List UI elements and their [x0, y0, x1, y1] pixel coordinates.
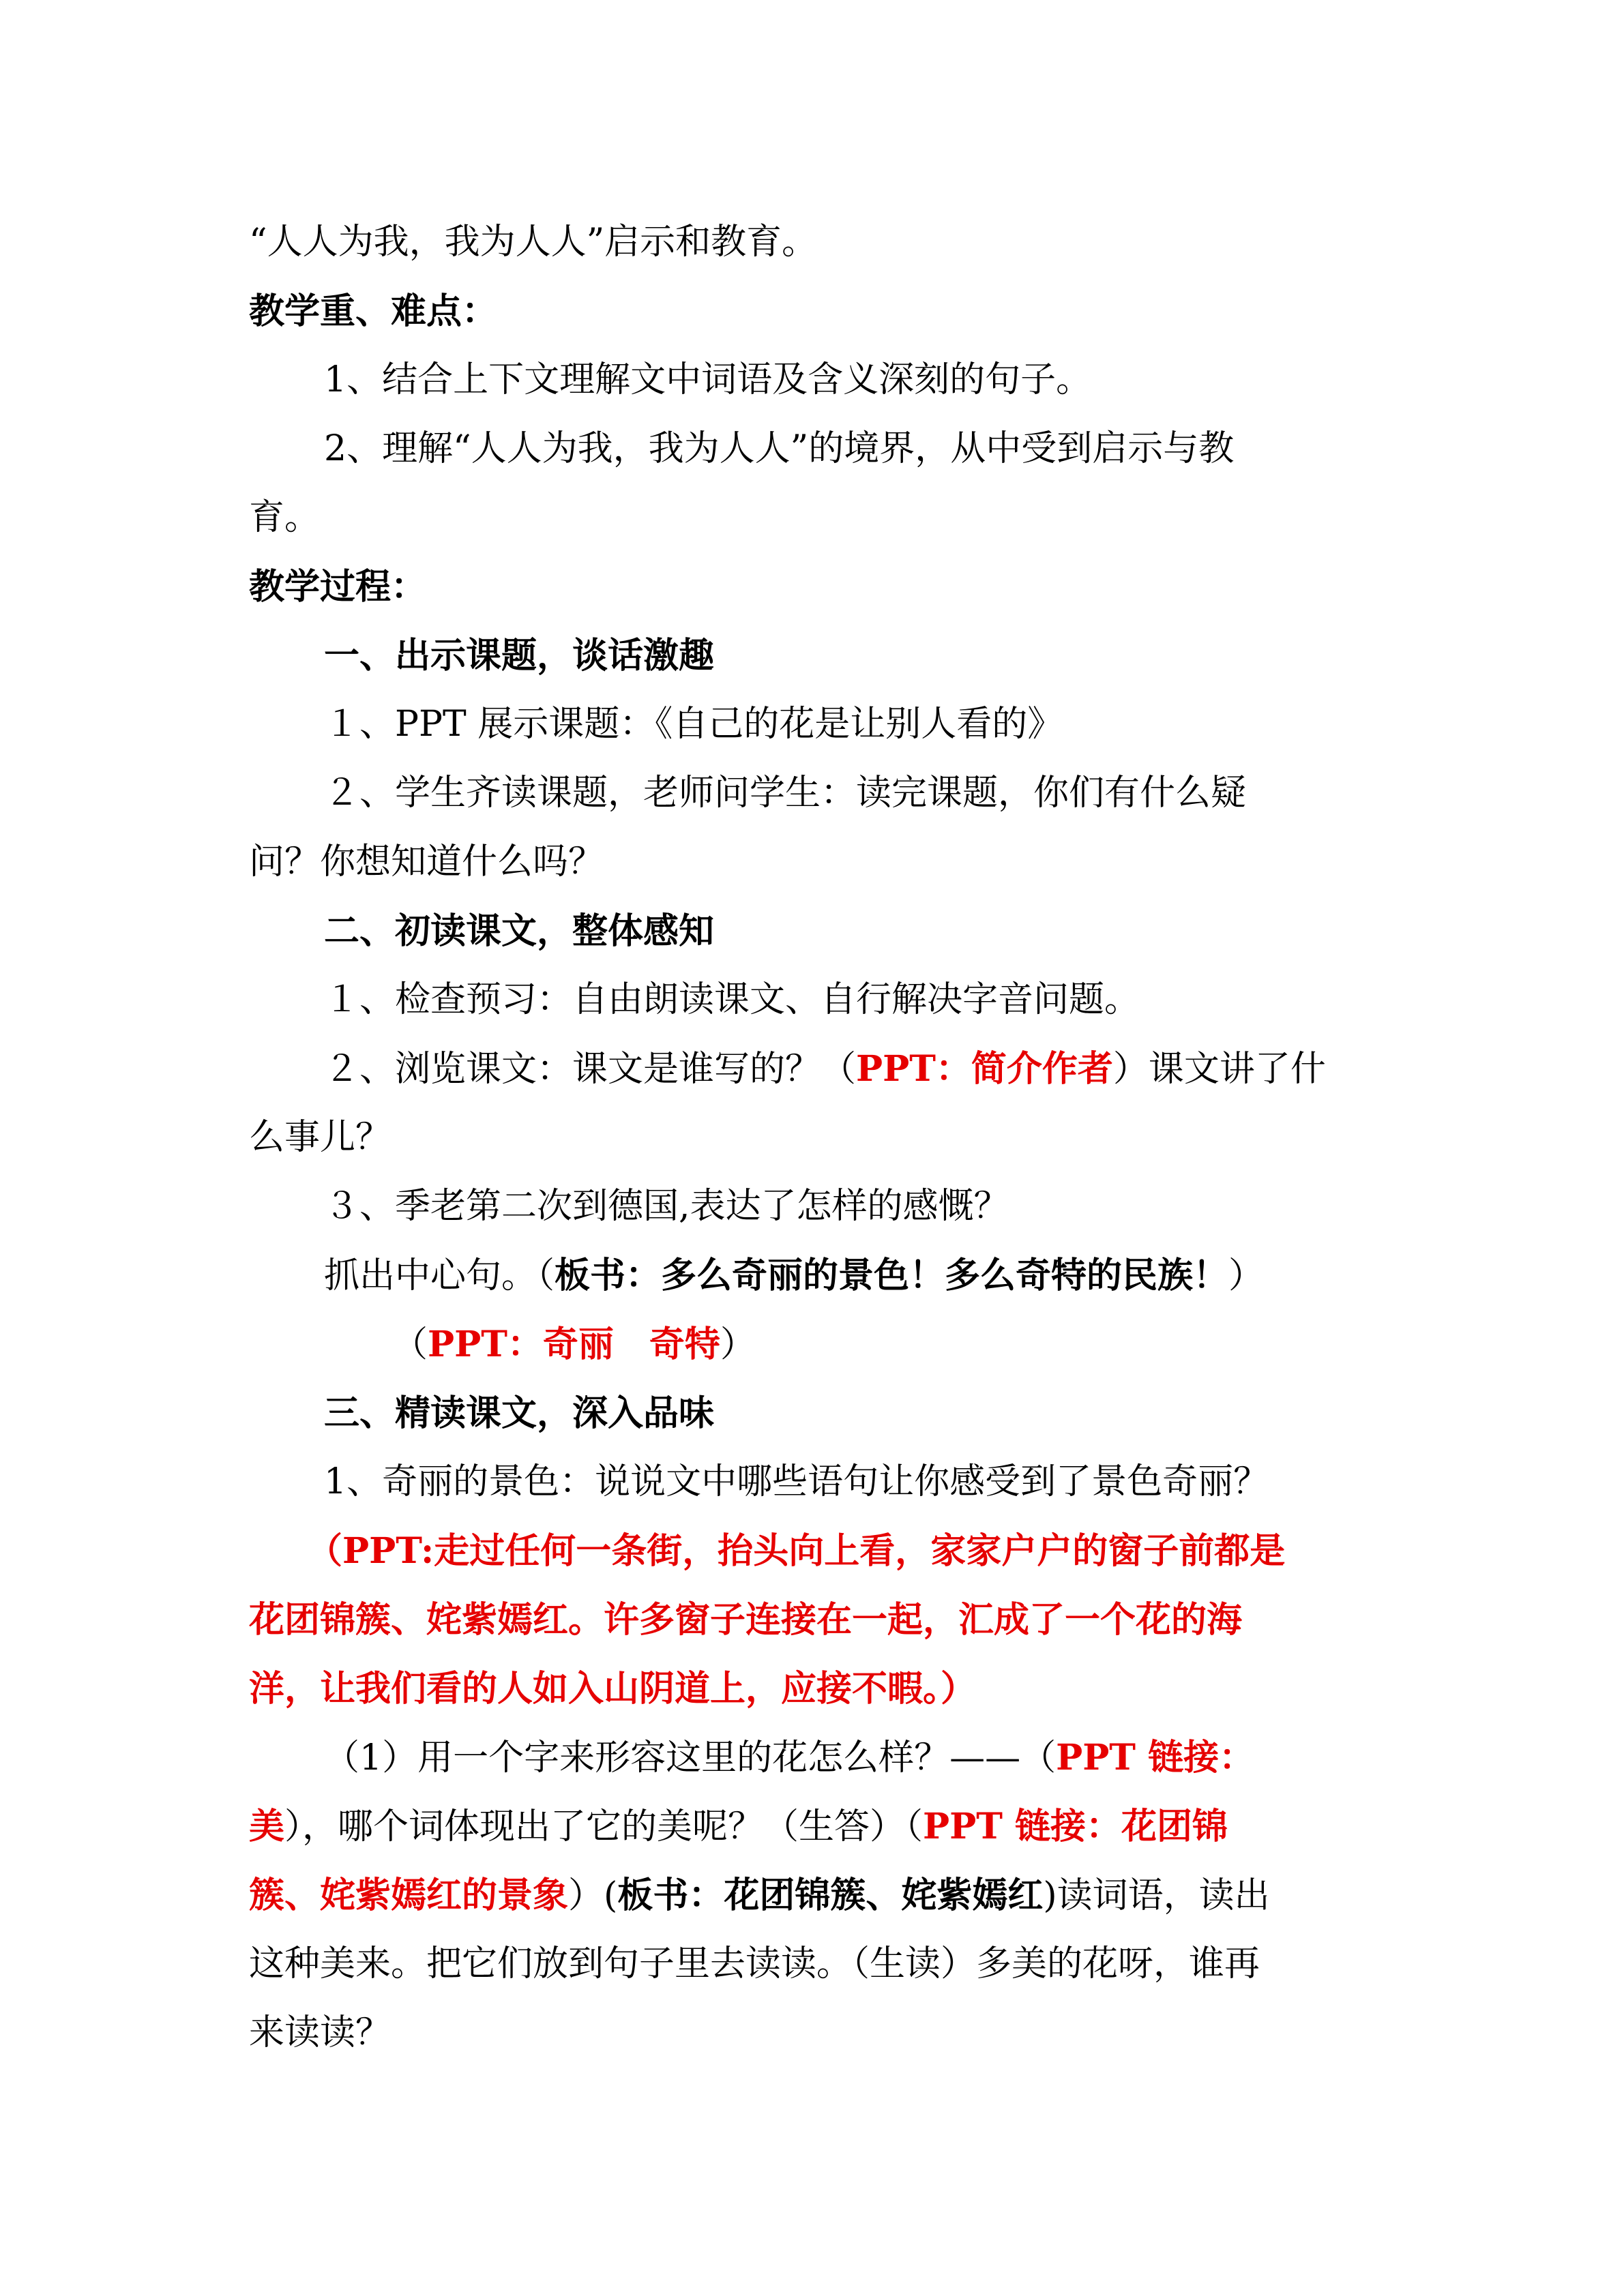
paragraph-line — [249, 1241, 1395, 1310]
text-run: ２、浏览课文：课文是谁写的？（ — [324, 1049, 857, 1090]
text-run: ） — [720, 1324, 756, 1365]
ppt-quote-line — [249, 1517, 1395, 1585]
board-note: 板书：花团锦簇、姹紫嫣红 — [617, 1875, 1044, 1916]
text-run: ） — [1228, 1255, 1265, 1296]
section-heading — [249, 277, 1395, 346]
text-run: （ — [392, 1324, 428, 1365]
ppt-note: 花团锦簇、姹紫嫣红。许多窗子连接在一起，汇成了一个花的海 — [249, 1599, 1243, 1641]
text-run: 三、精读课文，深入品味 — [324, 1392, 715, 1434]
text-run: 2、理解“人人为我，我为人人”的境界，从中受到启示与教 — [324, 428, 1235, 469]
subsection-heading — [249, 897, 1395, 966]
board-note: 板书：多么奇丽的景色！多么奇特的民族！ — [555, 1255, 1229, 1296]
paragraph-line — [249, 1310, 1395, 1379]
text-run: 教学重、难点： — [249, 290, 498, 332]
subsection-heading — [249, 1379, 1395, 1448]
text-run: １、PPT 展示课题：《自己的花是让别人看的》 — [324, 704, 1063, 745]
list-item — [249, 1034, 1395, 1103]
text-run: 这种美来。把它们放到句子里去读读。（生读）多美的花呀，谁再 — [249, 1943, 1260, 1984]
text-run: 一、出示课题，谈话激趣 — [324, 635, 715, 676]
text-run: )读词语，读出 — [1043, 1875, 1270, 1916]
text-run: １、检查预习：自由朗读课文、自行解决字音问题。 — [324, 979, 1140, 1020]
ppt-note: 簇、姹紫嫣红的景象 — [249, 1875, 569, 1916]
ppt-note: 洋，让我们看的人如入山阴道上，应接不暇。） — [249, 1668, 977, 1710]
text-run: 问？你想知道什么吗？ — [249, 841, 604, 882]
document-page — [249, 208, 1395, 2068]
text-run: 育。 — [249, 497, 321, 538]
list-item — [249, 346, 1395, 415]
text-run: 教学过程： — [249, 566, 427, 608]
text-run: ）课文讲了什 — [1112, 1049, 1326, 1090]
section-heading — [249, 552, 1395, 621]
text-run: ３、季老第二次到德国,表达了怎样的感慨？ — [324, 1186, 1009, 1227]
ppt-note: PPT 链接： — [1056, 1737, 1255, 1778]
paragraph-line — [249, 1792, 1395, 1861]
ppt-note: PPT 链接：花团锦 — [923, 1806, 1228, 1847]
text-run: ２、学生齐读课题，老师问学生：读完课题，你们有什么疑 — [324, 773, 1247, 814]
text-run: （1）用一个字来形容这里的花怎么样？——（ — [324, 1738, 1057, 1778]
list-item — [249, 759, 1395, 828]
paragraph-line — [249, 208, 1395, 277]
list-item — [249, 966, 1395, 1034]
paragraph-line — [249, 483, 1395, 552]
ppt-note: 美 — [249, 1806, 285, 1847]
text-run: 抓出中心句。（ — [324, 1255, 555, 1296]
text-run: ）( — [568, 1875, 618, 1916]
paragraph-line — [249, 1999, 1395, 2068]
paragraph-line — [249, 1930, 1395, 1999]
list-item — [249, 1448, 1395, 1517]
paragraph-line — [249, 1103, 1395, 1172]
text-run: 二、初读课文，整体感知 — [324, 910, 715, 952]
text-run: 1、结合上下文理解文中词语及含义深刻的句子。 — [324, 359, 1092, 400]
ppt-quote-line — [249, 1654, 1395, 1723]
list-item — [249, 1723, 1395, 1792]
ppt-note: PPT：奇丽 奇特 — [428, 1324, 720, 1365]
subsection-heading — [249, 621, 1395, 690]
text-run: 么事儿？ — [249, 1117, 392, 1158]
text-run: 来读读？ — [249, 2012, 392, 2053]
ppt-note: （PPT:走过任何一条街，抬头向上看，家家户户的窗子前都是 — [307, 1530, 1286, 1572]
text-run: ），哪个词体现出了它的美呢？（生答）（ — [284, 1806, 924, 1847]
list-item — [249, 690, 1395, 759]
text-run: “人人为我，我为人人”启示和教育。 — [249, 222, 818, 263]
paragraph-line — [249, 828, 1395, 897]
ppt-quote-line — [249, 1585, 1395, 1654]
paragraph-line — [249, 1861, 1395, 1930]
ppt-note: PPT：简介作者 — [856, 1048, 1113, 1090]
list-item — [249, 415, 1395, 483]
list-item — [249, 1172, 1395, 1241]
text-run: 1、奇丽的景色：说说文中哪些语句让你感受到了景色奇丽？ — [324, 1461, 1269, 1502]
